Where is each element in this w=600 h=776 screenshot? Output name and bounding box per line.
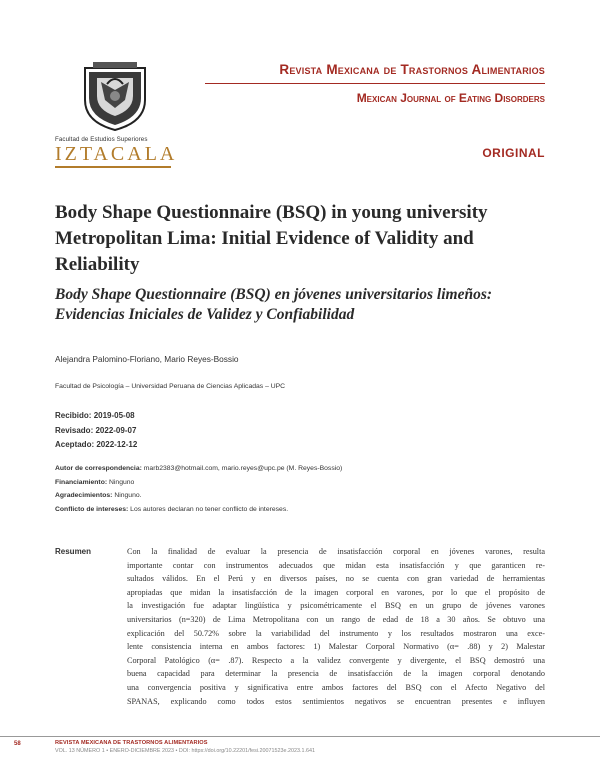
abstract-text [127, 545, 545, 708]
title-en: Body Shape Questionnaire (BSQ) in young university Metropolitan Lima: Initial Evidence of Validity and Reliability [55, 202, 488, 275]
abstract-line: SPANAS, explicando como todos estos sentimientos negativos se encuentran presentes e influyen [127, 696, 545, 706]
journal-title-en: Mexican Journal of Eating Disorders [356, 91, 545, 105]
dates-block [55, 409, 137, 453]
journal-divider [205, 83, 545, 84]
abstract-line: lente consistencia interna en ambos factores: 1) Malestar Corporal Normativo (α= .88) y 2) Malestar [127, 642, 545, 652]
footer-journal: REVISTA MEXICANA DE TRASTORNOS ALIMENTARIOS [55, 740, 208, 746]
footer-divider [0, 736, 600, 737]
abstract-line: Corporal Patológico (α= .87). Respecto a la validez convergente y divergente, el BSQ demostró una [127, 655, 545, 665]
correspondence-value[interactable]: marb2383@hotmail.com, mario.reyes@upc.pe (M. Reyes-Bossio) [143, 465, 343, 472]
revised-label: Revisado: [55, 425, 94, 435]
faculty-logo [55, 60, 178, 168]
authors: Alejandra Palomino-Floriano, Mario Reyes-Bossio [55, 354, 239, 364]
funding-label: Financiamiento: [55, 478, 108, 486]
unam-seal-icon [79, 60, 151, 132]
abstract-line: sultados válidos. En el Perú y en diversos países, no se cuenta con gran variedad de herramientas [127, 574, 545, 584]
title-es: Body Shape Questionnaire (BSQ) en jóvenes universitarios limeños: Evidencias Iniciales de Validez y Confiabilidad [55, 286, 493, 323]
page-number: 58 [14, 741, 21, 747]
abstract-line: apropiadas que midan la insatisfacción de la imagen corporal en varones, por lo que el propósito de [127, 587, 545, 597]
ack-label: Agradecimientos: [55, 492, 113, 499]
abstract-line: buena capacidad para determinar la presencia de insatisfacción de la imagen corporal denotando [127, 669, 545, 679]
conflict-value: Los autores declaran no tener conflicto de intereses. [130, 505, 289, 513]
faculty-line: Facultad de Estudios Superiores [55, 136, 148, 143]
abstract-line: Con la finalidad de evaluar la presencia de insatisfacción corporal en jóvenes varones, resulta [127, 547, 545, 556]
revised-date: 2022-09-07 [95, 425, 137, 435]
received-date: 2019-05-08 [93, 411, 135, 420]
conflict-label: Conflicto de intereses: [55, 505, 129, 513]
ack-value: Ninguno. [114, 492, 142, 499]
abstract-line: universitarios (n=320) de Lima Metropolitana con un rango de edad de 18 a 30 años. Se obtuvo una [127, 614, 545, 624]
funding-value: Ninguno [109, 478, 135, 486]
article-type: ORIGINAL [482, 146, 545, 160]
footer-issue-info[interactable]: VOL. 13 NÚMERO 1 • ENERO-DICIEMBRE 2023 • DOI: https://doi.org/10.22201/fesi.20071523e.2023.1.641 [55, 748, 315, 754]
accepted-label: Aceptado: [55, 440, 95, 449]
affiliation: Facultad de Psicología – Universidad Peruana de Ciencias Aplicadas – UPC [55, 383, 286, 390]
accepted-date: 2022-12-12 [96, 440, 138, 449]
abstract-line: importante contar con instrumentos adecuados que midan esta insatisfacción y que garanticen re- [127, 560, 545, 570]
faculty-underline [55, 166, 171, 168]
meta-block [55, 462, 342, 516]
faculty-name: IZTACALA [55, 143, 178, 165]
abstract-line: la investigación fue adaptar lingüística y psicométricamente el BSQ en un grupo de jóvenes varones [127, 601, 545, 611]
journal-title-es: Revista Mexicana de Trastornos Alimentarios [279, 62, 545, 77]
abstract-line: una convergencia positiva y significativa entre ambos factores del BSQ con el Afecto Negativo del [127, 682, 545, 692]
correspondence-label: Autor de correspondencia: [55, 465, 142, 472]
abstract-label: Resumen [55, 547, 92, 556]
received-label: Recibido: [55, 411, 92, 420]
abstract-line: explicación del 50.72% sobre la variabilidad del instrumento y los resultados mostraron una exce- [127, 628, 545, 638]
